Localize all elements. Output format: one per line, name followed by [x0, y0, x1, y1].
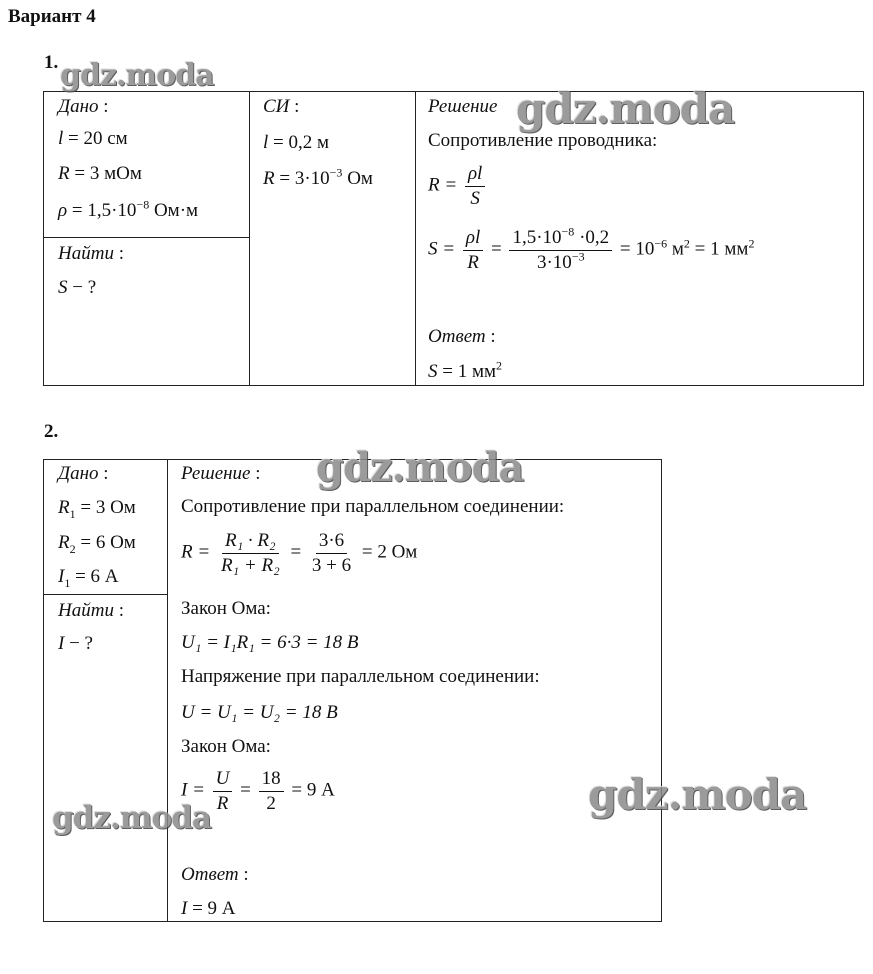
p1-divider-2 — [415, 91, 416, 386]
p1-solution-text: Сопротивление проводника: — [428, 130, 658, 151]
p1-si-resistance: $R = 3\cdot 10^{-3}$ Ом — [263, 165, 373, 189]
p2-formula-parallel: R = $\frac{\text{R₁ · R₂}}{\text{R₁ + R₂}}$ = $\frac{3\cdot 6}{3 + 6}$ = 2 Ом — [181, 530, 418, 576]
problem-2-number: 2. — [44, 421, 59, 442]
p1-divider-given — [43, 237, 249, 238]
p1-si-heading: СИ : — [263, 96, 300, 117]
p1-naiti-heading: Найти : — [58, 243, 124, 264]
p1-formula-resistance: R = $\frac{\rho l}{S}$ — [428, 163, 488, 210]
p1-divider-1 — [249, 91, 250, 386]
p1-formula-area: S = $\frac{\rho l}{R}$ = $\frac{1,5\cdot 10^{-8} \cdot 0,2}{3\cdot 10^{-3}}$ = $10^{-6}$ $м^2 = 1$ $мм^2$ — [428, 224, 755, 273]
p2-formula-voltage: U = U₁ = U₂ = 18 В — [181, 702, 338, 723]
p1-given-resistivity: $\rho = 1,5\cdot 10^{-8}$ Ом·м — [58, 197, 199, 221]
p1-otvet-heading: Ответ : — [428, 326, 496, 347]
p2-solution-text-3: Напряжение при параллельном соединении: — [181, 666, 540, 687]
watermark-5: gdz.moda — [52, 800, 211, 836]
watermark-3: gdz.moda — [316, 444, 524, 491]
p2-given-r2: $R_2 = 6$ Ом — [58, 532, 136, 556]
p2-divider-given — [43, 594, 167, 595]
p2-solution-text-1: Сопротивление при параллельном соединении: — [181, 496, 565, 517]
p2-otvet-heading: Ответ : — [181, 864, 249, 885]
p1-answer: S = 1 $мм^2$ — [428, 358, 503, 382]
p2-solution-text-4: Закон Ома: — [181, 736, 271, 757]
problem-1-number: 1. — [44, 52, 59, 73]
p1-resh-heading: Решение — [428, 96, 498, 117]
p1-find-value: S − ? — [58, 277, 97, 298]
p2-answer: I = 9 А — [181, 898, 236, 919]
p1-dano-heading: Дано : — [58, 96, 109, 117]
p2-naiti-heading: Найти : — [58, 600, 124, 621]
p2-solution-text-2: Закон Ома: — [181, 598, 271, 619]
watermark-2: gdz.moda — [516, 84, 735, 133]
page-title: Вариант 4 — [8, 6, 96, 27]
p2-formula-current: I = $\frac{U}{R}$ = $\frac{18}{2}$ = 9 А — [181, 768, 335, 814]
p2-formula-ohm: U₁ = I₁R₁ = 6·3 = 18 В — [181, 632, 359, 653]
p2-find-value: I − ? — [58, 633, 93, 654]
p2-resh-heading: Решение : — [181, 463, 261, 484]
watermark-1: gdz.moda — [60, 58, 214, 93]
p2-given-i1: $I_1 = 6$ А — [58, 566, 119, 590]
p2-divider-1 — [167, 459, 168, 922]
watermark-4: gdz.moda — [588, 770, 807, 819]
p2-given-r1: $R_1 = 3$ Ом — [58, 497, 136, 521]
p1-given-resistance: R = 3 мОм — [58, 163, 142, 184]
p2-dano-heading: Дано : — [58, 463, 109, 484]
p1-given-length: l = 20 см — [58, 128, 128, 149]
problem-2-table — [43, 459, 662, 922]
p1-si-length: l = 0,2 м — [263, 132, 330, 153]
